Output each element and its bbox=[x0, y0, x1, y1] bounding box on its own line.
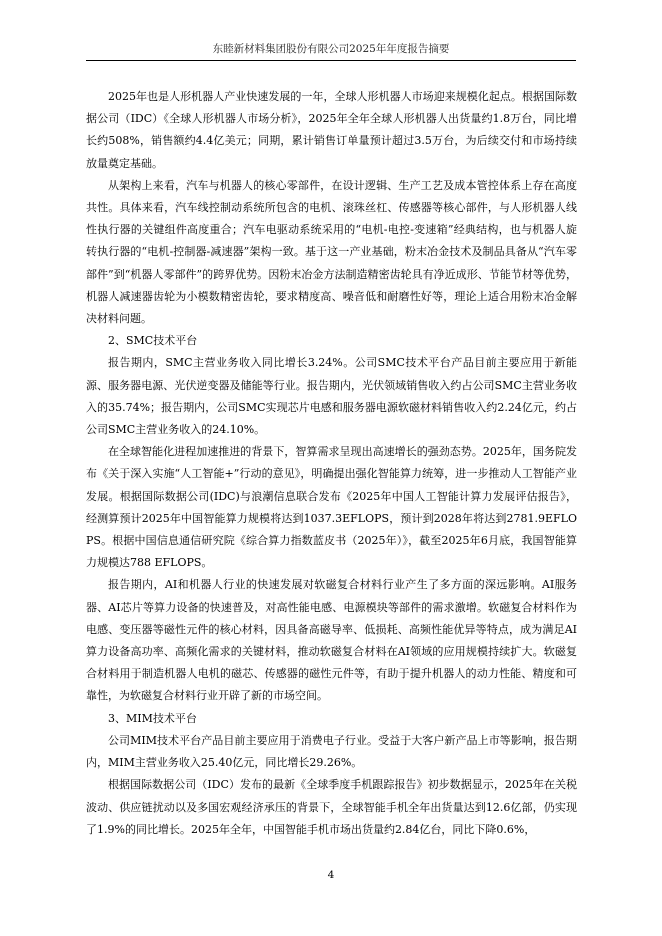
paragraph-smartphone-market: 根据国际数据公司（IDC）发布的最新《全球季度手机跟踪报告》初步数据显示，2025年在关税波动、供应链扰动以及多国宏观经济承压的背景下，全球智能手机全年出货量达到12.6亿部，仍实现了1.9%的同比增长。2025年全年，中国智能手机市场出货量约2.84亿台，同比下降0.6%， bbox=[86, 778, 577, 836]
page-number: 4 bbox=[327, 869, 335, 881]
section-heading-smc: 2、SMC技术平台 bbox=[108, 334, 198, 348]
paragraph-ai-soft-magnetic: 报告期内，AI和机器人行业的快速发展对软磁复合材料行业产生了多方面的深远影响。AI服务器、AI芯片等算力设备的快速普及，对高性能电感、电源模块等部件的需求激增。软磁复合材料作为电感、变压器等磁性元件的核心材料，因具备高磁导率、低损耗、高频性能优异等特点，成为满足AI算力设备高功率、高频化需求的关键材料，推动软磁复合材料在AI领域的应用规模持续扩大。软磁复合材料用于制造机器人电机的磁芯、传感器的磁性元件等，有助于提升机器人的动力性能、精度和可靠性，为软磁复合材料行业开辟了新的市场空间。 bbox=[86, 578, 577, 703]
page-header: 东睦新材料集团股份有限公司2025年年度报告摘要 bbox=[212, 43, 450, 55]
header-divider bbox=[86, 60, 576, 61]
paragraph-mim-revenue: 公司MIM技术平台产品目前主要应用于消费电子行业。受益于大客户新产品上市等影响，报告期内，MIM主营业务收入25.40亿元，同比增长29.26%。 bbox=[86, 733, 577, 770]
paragraph-humanoid-robot-market: 2025年也是人形机器人产业快速发展的一年，全球人形机器人市场迎来规模化起点。根据国际数据公司（IDC）《全球人形机器人市场分析》，2025年全年全球人形机器人出货量约1.8万台，同比增长约508%，销售额约4.4亿美元；同期，累计销售订单量预计超过3.5万台，为后续交付和市场持续放量奠定基础。 bbox=[86, 90, 577, 170]
paragraph-auto-robot-components: 从架构上来看，汽车与机器人的核心零部件，在设计逻辑、生产工艺及成本管控体系上存在高度共性。具体来看，汽车线控制动系统所包含的电机、滚珠丝杠、传感器等核心部件，与人形机器人线性执行器的关键组件高度重合；汽车电驱动系统采用的“电机-电控-变速箱”经典结构，也与机器人旋转执行器的“电机-控制器-减速器”架构一致。基于这一产业基础，粉末冶金技术及制品具备从“汽车零部件”到“机器人零部件”的跨界优势。因粉末冶金方法制造精密齿轮具有净近成形、节能节材等优势，机器人减速器齿轮为小模数精密齿轮，要求精度高、噪音低和耐磨性好等，理论上适合用粉末冶金解决材料问题。 bbox=[86, 178, 577, 326]
paragraph-computing-power: 在全球智能化进程加速推进的背景下，智算需求呈现出高速增长的强劲态势。2025年，国务院发布《关于深入实施“人工智能+”行动的意见》，明确提出强化智能算力统筹，进一步推动人工智能产业发展。根据国际数据公司(IDC)与浪潮信息联合发布《2025年中国人工智能计算力发展评估报告》，经测算预计2025年中国智能算力规模将达到1037.3EFLOPS，预计到2028年将达到2781.9EFLOPS。根据中国信息通信研究院《综合算力指数蓝皮书（2025年）》，截至2025年6月底，我国智能算力规模达788 EFLOPS。 bbox=[86, 445, 577, 570]
section-heading-mim: 3、MIM技术平台 bbox=[108, 711, 197, 725]
document-body bbox=[86, 86, 577, 841]
paragraph-smc-revenue: 报告期内，SMC主营业务收入同比增长3.24%。公司SMC技术平台产品目前主要应用于新能源、服务器电源、光伏逆变器及储能等行业。报告期内，光伏领域销售收入约占公司SMC主营业务收入的35.74%；报告期内，公司SMC实现芯片电感和服务器电源软磁材料销售收入约2.24亿元，约占公司SMC主营业务收入的24.10%。 bbox=[86, 356, 577, 437]
